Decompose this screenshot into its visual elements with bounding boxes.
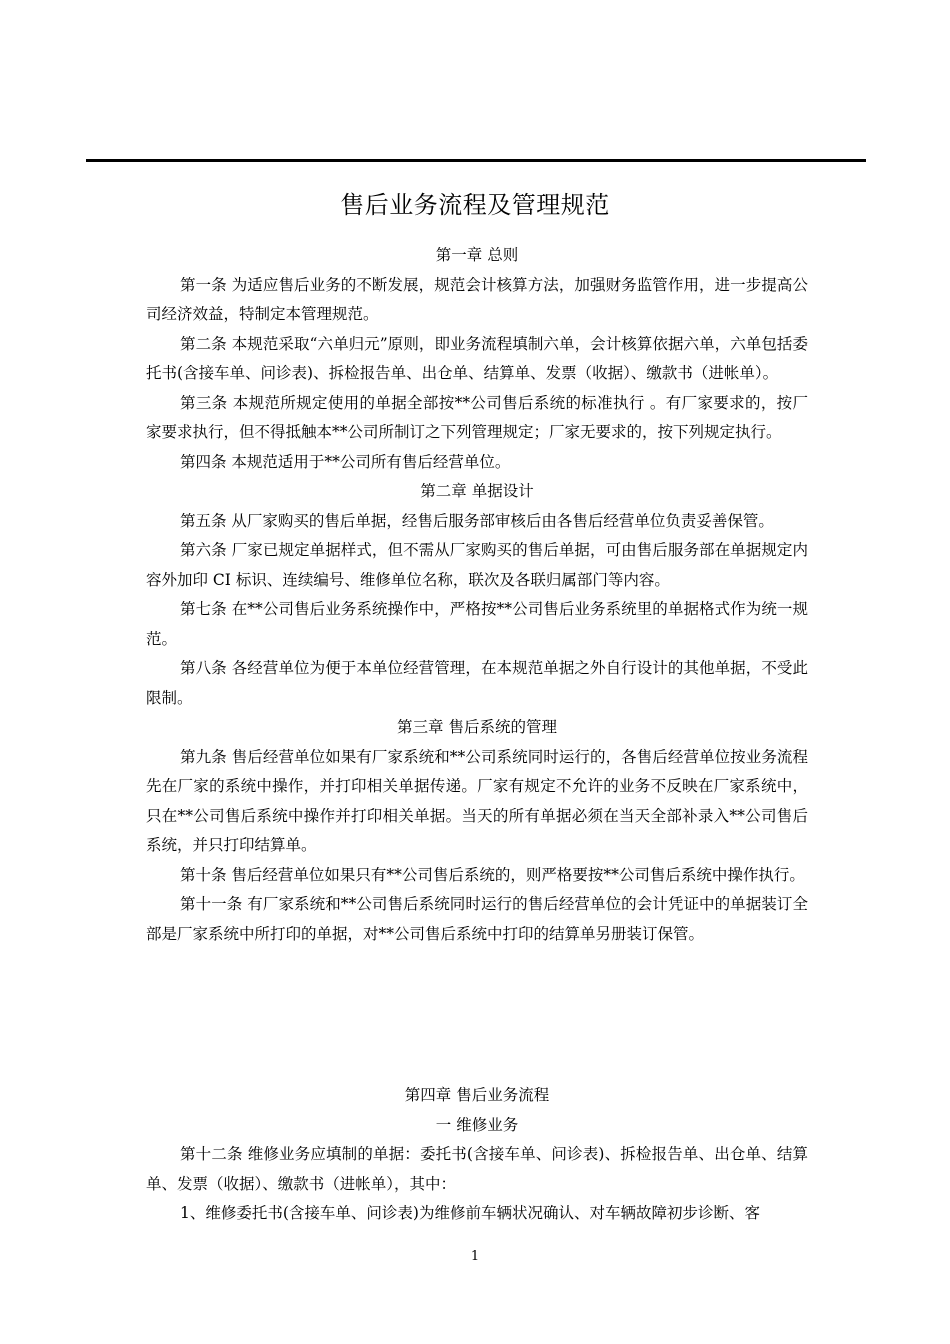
paragraph: 第十条 售后经营单位如果只有**公司售后系统的，则严格要按**公司售后系统中操作执行。 — [180, 865, 805, 884]
chapter-heading: 第一章 总则 — [435, 246, 519, 264]
paragraph: 1、维修委托书(含接车单、问诊表)为维修前车辆状况确认、对车辆故障初步诊断、客 — [180, 1204, 760, 1222]
paragraph: 第三条 本规范所规定使用的单据全部按**公司售后系统的标准执行 。有厂家要求的，按厂家要求执行，但不得抵触本**公司所制订之下列管理规定；厂家无要求的，按下列规定执行。 — [146, 393, 808, 441]
document-body-continued — [146, 1081, 808, 1229]
paragraph: 第七条 在**公司售后业务系统操作中，严格按**公司售后业务系统里的单据格式作为统一规范。 — [146, 600, 808, 648]
paragraph: 第十二条 维修业务应填制的单据：委托书(含接车单、问诊表)、拆检报告单、出仓单、结算单、发票（收据）、缴款书（进帐单），其中： — [146, 1145, 808, 1193]
paragraph: 第四条 本规范适用于**公司所有售后经营单位。 — [180, 452, 511, 471]
paragraph: 第一条 为适应售后业务的不断发展，规范会计核算方法，加强财务监管作用，进一步提高公司经济效益，特制定本管理规范。 — [146, 275, 808, 323]
paragraph: 第五条 从厂家购买的售后单据，经售后服务部审核后由各售后经营单位负责妥善保管。 — [180, 511, 774, 530]
chapter-heading: 第二章 单据设计 — [420, 482, 534, 500]
chapter-heading: 第三章 售后系统的管理 — [397, 718, 557, 736]
paragraph: 第八条 各经营单位为便于本单位经营管理，在本规范单据之外自行设计的其他单据，不受此限制。 — [146, 659, 808, 707]
section-heading: 一 维修业务 — [435, 1115, 519, 1134]
paragraph: 第二条 本规范采取“六单归元”原则，即业务流程填制六单，会计核算依据六单，六单包括委托书(含接车单、问诊表)、拆检报告单、出仓单、结算单、发票（收据）、缴款书（进帐单）。 — [146, 334, 808, 382]
page-number: 1 — [470, 1249, 480, 1264]
chapter-heading: 第四章 售后业务流程 — [404, 1086, 550, 1104]
paragraph: 第十一条 有厂家系统和**公司售后系统同时运行的售后经营单位的会计凭证中的单据装订全部是厂家系统中所打印的单据，对**公司售后系统中打印的结算单另册装订保管。 — [146, 895, 808, 943]
document-title: 售后业务流程及管理规范 — [340, 191, 610, 219]
paragraph: 第六条 厂家已规定单据样式，但不需从厂家购买的售后单据，可由售后服务部在单据规定内容外加印 CI 标识、连续编号、维修单位名称，联次及各联归属部门等内容。 — [146, 541, 808, 589]
top-rule — [86, 159, 866, 162]
paragraph: 第九条 售后经营单位如果有厂家系统和**公司系统同时运行的，各售后经营单位按业务流程先在厂家的系统中操作，并打印相关单据传递。厂家有规定不允许的业务不反映在厂家系统中，只在**公司售后系统中操作并打印相关单据。当天的所有单据必须在当天全部补录入**公司售后系统，并只打印结算单。 — [146, 747, 808, 854]
document-body — [146, 241, 808, 949]
